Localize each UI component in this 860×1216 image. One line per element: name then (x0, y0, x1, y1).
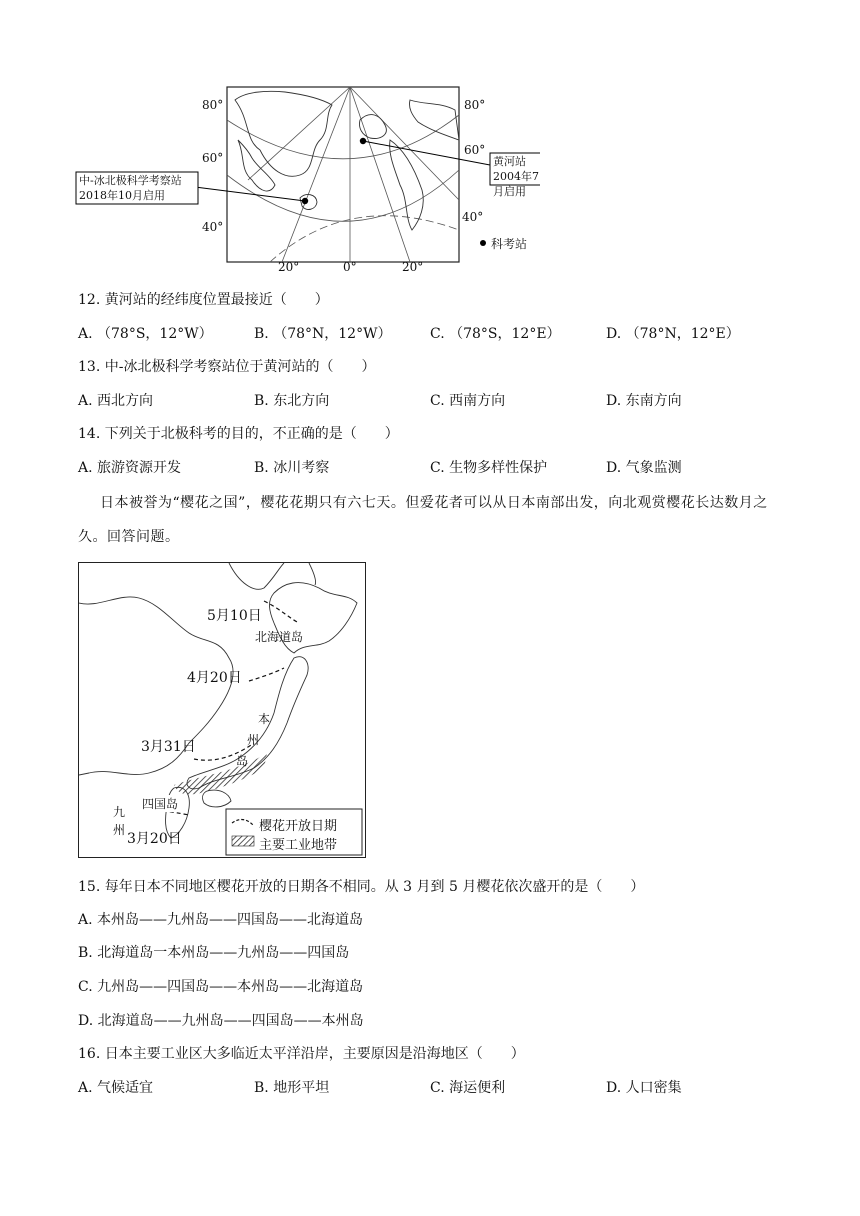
question-15-stem: 15. 每年日本不同地区樱花开放的日期各不相同。从 3 月到 5 月樱花依次盛开的是（ ） (78, 879, 645, 895)
question-15-option-b: B. 北海道岛一本州岛——九州岛——四国岛 (78, 945, 350, 961)
question-12-option-c: C. （78°S，12°E） (430, 326, 561, 342)
lat-label-left-80: 80° (202, 98, 224, 112)
question-13-option-d: D. 东南方向 (606, 393, 682, 409)
date-label-may-10: 5月10日 (207, 608, 262, 624)
legend-label-bloom-date: 樱花开放日期 (259, 819, 338, 834)
question-16-option-a: A. 气候适宜 (78, 1080, 154, 1096)
question-14-option-d: D. 气象监测 (606, 460, 682, 476)
station-legend-label: 科考站 (491, 237, 528, 251)
passage-text: 日本被誉为“樱花之国”，樱花花期只有六七天。但爱花者可以从日本南部出发，向北观赏樱花长达数月之久。回答问题。 (78, 495, 768, 545)
island-label-honshu-1: 本 (258, 712, 271, 726)
island-label-honshu-3: 岛 (236, 754, 249, 768)
lat-label-right-60: 60° (464, 143, 486, 157)
island-label-honshu-2: 州 (247, 733, 260, 747)
island-label-kyushu-2: 州 (113, 823, 126, 837)
callout-huanghe-date: 2004年7月启用 (493, 170, 539, 198)
arctic-map-figure (70, 80, 540, 280)
question-12-option-b: B. （78°N，12°W） (254, 326, 392, 342)
question-14-stem: 14. 下列关于北极科考的目的，不正确的是（ ） (78, 426, 399, 442)
question-14-option-c: C. 生物多样性保护 (430, 460, 548, 476)
question-12-option-d: D. （78°N，12°E） (606, 326, 740, 342)
isoline-apr-20 (249, 668, 284, 681)
callout-cn-station-name: 中-冰北极科学考察站 (79, 174, 182, 187)
date-label-mar-31: 3月31日 (141, 739, 196, 755)
island-label-shikoku: 四国岛 (142, 797, 179, 811)
lat-label-left-40: 40° (202, 220, 224, 234)
lat-label-left-60: 60° (202, 151, 224, 165)
lon-label-20w: 20° (278, 260, 300, 274)
question-12-stem: 12. 黄河站的经纬度位置最接近（ ） (78, 292, 329, 308)
question-16-stem: 16. 日本主要工业区大多临近太平洋沿岸，主要原因是沿海地区（ ） (78, 1046, 525, 1062)
island-label-kyushu-1: 九 (113, 805, 126, 819)
question-12-option-a: A. （78°S，12°W） (78, 326, 213, 342)
lat-label-right-80: 80° (464, 98, 486, 112)
callout-huanghe-station (493, 154, 540, 199)
question-14-option-b: B. 冰川考察 (254, 460, 330, 476)
question-15-option-c: C. 九州岛——四国岛——本州岛——北海道岛 (78, 979, 364, 995)
lon-label-0: 0° (343, 260, 357, 274)
callout-cn-station-date: 2018年10月启用 (79, 189, 165, 202)
lat-label-right-40: 40° (462, 210, 484, 224)
japan-map-figure (78, 562, 366, 858)
question-15-option-a: A. 本州岛——九州岛——四国岛——北海道岛 (78, 912, 364, 928)
question-16-option-b: B. 地形平坦 (254, 1080, 330, 1096)
question-16-option-d: D. 人口密集 (606, 1080, 682, 1096)
industrial-belt-legend-icon (232, 836, 254, 846)
island-label-hokkaido: 北海道岛 (255, 630, 304, 644)
date-label-apr-20: 4月20日 (187, 670, 242, 686)
question-16-option-c: C. 海运便利 (430, 1080, 506, 1096)
callout-huanghe-name: 黄河站 (493, 155, 526, 168)
date-label-mar-20: 3月20日 (127, 831, 182, 847)
question-13-option-a: A. 西北方向 (78, 393, 154, 409)
callout-cn-station (79, 173, 182, 203)
industrial-belt-area (174, 753, 267, 794)
question-13-option-b: B. 东北方向 (254, 393, 330, 409)
legend-label-industrial-belt: 主要工业地带 (259, 838, 338, 853)
question-15-option-d: D. 北海道岛——九州岛——四国岛——本州岛 (78, 1013, 364, 1029)
question-14-option-a: A. 旅游资源开发 (78, 460, 182, 476)
station-legend-icon (480, 240, 486, 246)
question-13-stem: 13. 中-冰北极科学考察站位于黄河站的（ ） (78, 359, 376, 375)
question-13-option-c: C. 西南方向 (430, 393, 506, 409)
lon-label-20e: 20° (402, 260, 424, 274)
